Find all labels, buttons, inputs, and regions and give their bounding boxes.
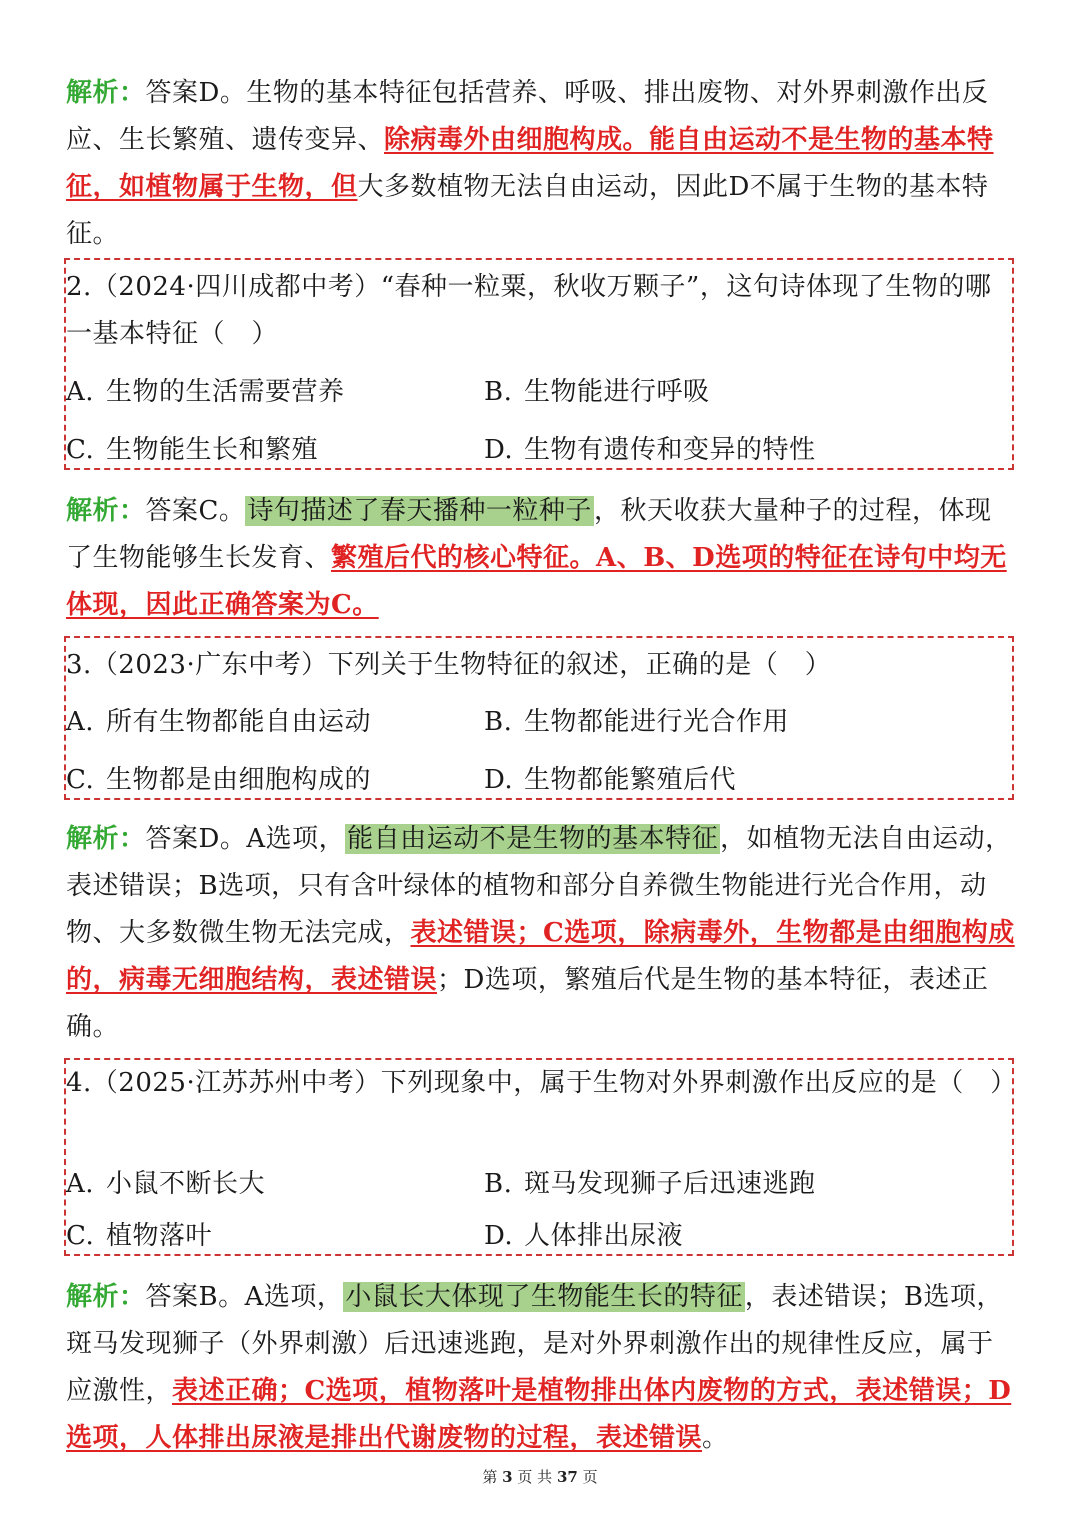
option-c	[66, 430, 318, 470]
option-letter: B.	[484, 707, 513, 737]
footer-prefix: 第	[482, 1468, 498, 1486]
analysis-text: 大多数植物无法自由运动，因此D不属于生物的基本特征。	[66, 172, 989, 249]
option-d	[484, 430, 816, 470]
current-page-number: 3	[502, 1468, 513, 1486]
option-text: 所有生物都能自由运动	[106, 707, 372, 737]
option-letter: A.	[66, 707, 95, 737]
option-text: 生物有遗传和变异的特性	[524, 435, 816, 465]
option-letter: D.	[484, 435, 514, 465]
option-a	[66, 702, 371, 742]
analysis-text: ，秋天收获大量种子的过程，体现了生物能够生长发育、	[66, 496, 992, 573]
option-text: 生物能进行呼吸	[524, 377, 710, 407]
analysis-text: 答案D。A选项，	[145, 824, 346, 854]
option-text: 斑马发现狮子后迅速逃跑	[524, 1169, 816, 1199]
analysis-highlight: 小鼠长大体现了生物能生长的特征	[345, 1282, 743, 1312]
option-letter: A.	[66, 1169, 95, 1199]
option-a	[66, 372, 345, 412]
analysis-highlight: 能自由运动不是生物的基本特征	[347, 824, 719, 854]
analysis-text: ，表述错误；B选项，斑马发现狮子（外界刺激）后迅速逃跑，是对外界刺激作出的规律性反应，属于应激性，	[66, 1282, 1004, 1406]
question-stem-q4: 4.（2025·江苏苏州中考）下列现象中，属于生物对外界刺激作出反应的是（ ）	[66, 1068, 1017, 1098]
analysis-emphasis: 表述错误；C选项，除病毒外，生物都是由细胞构成的，病毒无细胞结构，表述错误	[66, 918, 1015, 995]
option-c	[66, 760, 371, 800]
question-stem-q3: 3.（2023·广东中考）下列关于生物特征的叙述，正确的是（ ）	[66, 650, 832, 680]
option-text: 人体排出尿液	[524, 1221, 684, 1251]
analysis-text: 。	[702, 1423, 729, 1453]
analysis-text: 答案C。	[145, 496, 246, 526]
analysis-label: 解析：	[66, 78, 146, 108]
option-letter: B.	[484, 377, 513, 407]
option-letter: B.	[484, 1169, 513, 1199]
option-letter: C.	[66, 1221, 95, 1251]
analysis-text: 答案D。生物的基本特征包括营养、呼吸、排出废物、对外界刺激作出反应、生长繁殖、遗传变异、	[66, 78, 989, 155]
option-text: 生物都能进行光合作用	[524, 707, 790, 737]
option-b	[484, 702, 789, 742]
analysis-highlight: 诗句描述了春天播种一粒种子	[247, 496, 592, 526]
analysis-q2	[66, 488, 1016, 629]
option-text: 植物落叶	[106, 1221, 213, 1251]
analysis-emphasis: 繁殖后代的核心特征。A、B、D选项的特征在诗句中均无体现，因此正确答案为C。	[66, 543, 1007, 620]
footer-middle: 页 共	[517, 1468, 553, 1486]
analysis-text: 答案B。A选项，	[145, 1282, 344, 1312]
analysis-q3	[66, 816, 1016, 1051]
analysis-text: ，如植物无法自由运动，表述错误；B选项，只有含叶绿体的植物和部分自养微生物能进行光合作用，动物、大多数微生物无法完成，	[66, 824, 1012, 948]
option-b	[484, 1164, 816, 1204]
option-b	[484, 372, 710, 412]
page-footer	[0, 1466, 1080, 1487]
option-letter: D.	[484, 1221, 514, 1251]
option-text: 生物的生活需要营养	[106, 377, 345, 407]
option-text: 生物能生长和繁殖	[106, 435, 319, 465]
analysis-emphasis: 表述正确；C选项，植物落叶是植物排出体内废物的方式，表述错误；D选项，人体排出尿液是排出代谢废物的过程，表述错误	[66, 1376, 1012, 1453]
analysis-q1	[66, 70, 1016, 258]
option-text: 生物都是由细胞构成的	[106, 765, 372, 795]
option-letter: C.	[66, 765, 95, 795]
analysis-q4	[66, 1274, 1016, 1462]
option-letter: C.	[66, 435, 95, 465]
total-page-number: 37	[556, 1468, 578, 1486]
option-c	[66, 1216, 212, 1256]
question-stem-q2: 2.（2024·四川成都中考）“春种一粒粟，秋收万颗子”，这句诗体现了生物的哪一基本特征（ ）	[66, 272, 992, 349]
option-a	[66, 1164, 265, 1204]
option-text: 小鼠不断长大	[106, 1169, 266, 1199]
analysis-text: ；D选项，繁殖后代是生物的基本特征，表述正确。	[66, 965, 989, 1042]
option-d	[484, 1216, 683, 1256]
option-d	[484, 760, 736, 800]
analysis-label: 解析：	[66, 824, 146, 854]
footer-suffix: 页	[582, 1468, 598, 1486]
option-text: 生物都能繁殖后代	[524, 765, 737, 795]
analysis-label: 解析：	[66, 496, 146, 526]
option-letter: D.	[484, 765, 514, 795]
analysis-emphasis: 除病毒外由细胞构成。能自由运动不是生物的基本特征，如植物属于生物，但	[66, 125, 994, 202]
analysis-label: 解析：	[66, 1282, 146, 1312]
option-letter: A.	[66, 377, 95, 407]
